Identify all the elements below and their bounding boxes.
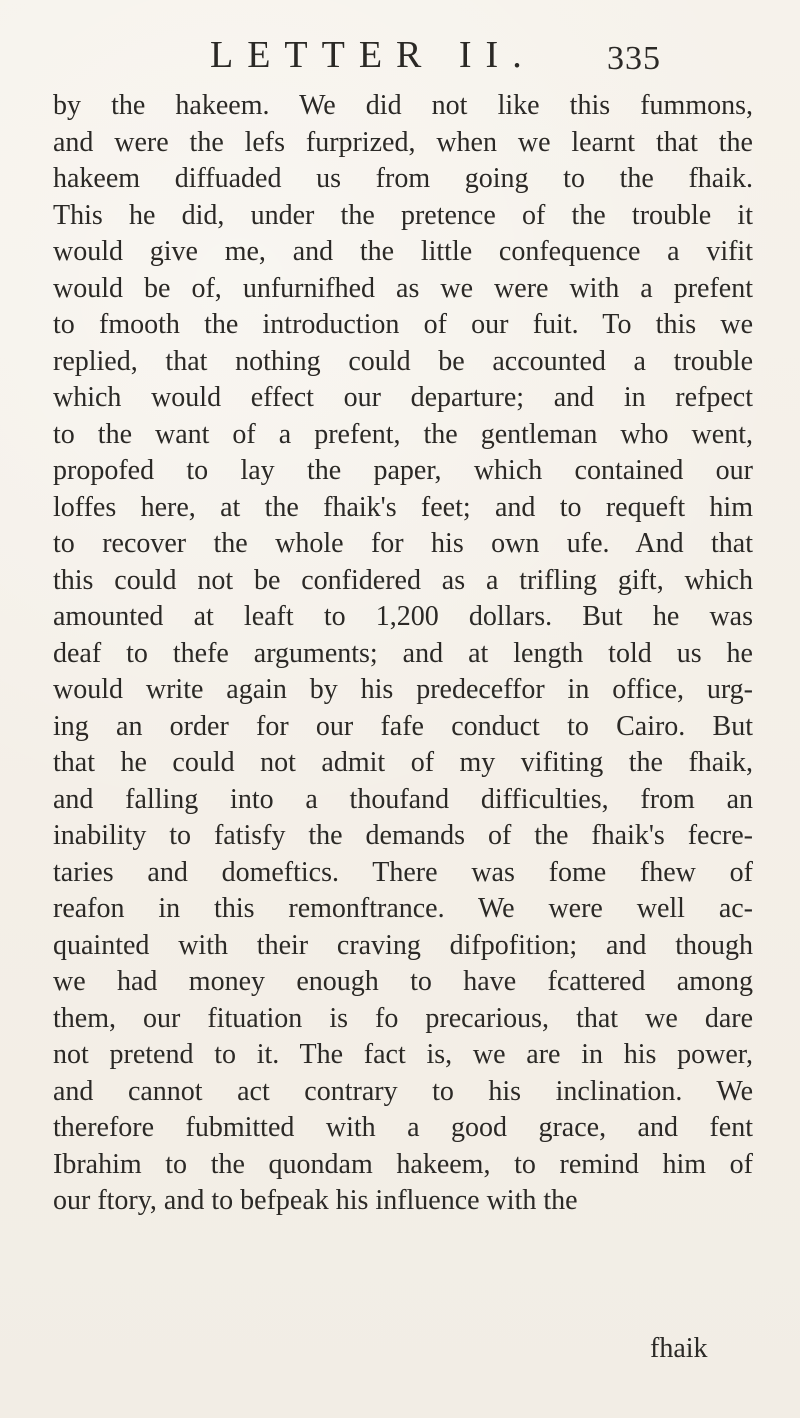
text-line: deaf to thefe arguments; and at length told us he [53,637,753,669]
text-line: which would effect our departure; and in refpect [53,382,753,413]
text-line: not pretend to it. The fact is, we are in his power, [53,1039,753,1070]
page-number: 335 [607,40,661,77]
text-line: we had money enough to have fcattered among [53,966,753,997]
text-line: and cannot act contrary to his inclination. We [53,1075,753,1107]
text-line: them, our fituation is fo precarious, that we dare [53,1002,753,1034]
text-line: would give me, and the little confequence a vifit [53,236,753,267]
text-line: to fmooth the introduction of our fuit. To this we [53,309,753,340]
text-line: taries and domeftics. There was fome fhew of [53,856,753,888]
text-line: to recover the whole for his own ufe. And that [53,528,753,559]
text-line: reafon in this remonftrance. We were well ac- [53,893,753,924]
text-line: would be of, unfurnifhed as we were with a prefent [53,272,753,304]
text-line: this could not be confidered as a trifling gift, which [53,564,753,596]
text-line: hakeem diffuaded us from going to the fhaik. [53,163,753,194]
text-line: therefore fubmitted with a good grace, and fent [53,1112,753,1143]
body-text [53,88,753,1220]
catchword: fhaik [650,1333,708,1364]
text-line: replied, that nothing could be accounted a trouble [53,345,753,377]
text-line: This he did, under the pretence of the trouble it [53,199,753,231]
text-line: would write again by his predeceffor in office, urg- [53,674,753,705]
text-line: Ibrahim to the quondam hakeem, to remind him of [53,1148,753,1180]
text-line: quainted with their craving difpofition; and though [53,929,753,961]
running-header: LETTER II. [210,34,536,76]
text-line: to the want of a prefent, the gentleman who went, [53,418,753,450]
text-line: that he could not admit of my vifiting the fhaik, [53,747,753,778]
text-line: propofed to lay the paper, which contained our [53,455,753,486]
text-line: ing an order for our fafe conduct to Cairo. But [53,710,753,742]
text-line: loffes here, at the fhaik's feet; and to requeft him [53,491,753,523]
text-line: and were the lefs furprized, when we learnt that the [53,126,753,158]
text-line: and falling into a thoufand difficulties, from an [53,783,753,815]
text-line: our ftory, and to befpeak his influence with the [53,1185,578,1216]
text-line: by the hakeem. We did not like this fummons, [53,90,753,121]
text-line: amounted at leaft to 1,200 dollars. But he was [53,601,753,632]
text-line: inability to fatisfy the demands of the fhaik's fecre- [53,820,753,851]
